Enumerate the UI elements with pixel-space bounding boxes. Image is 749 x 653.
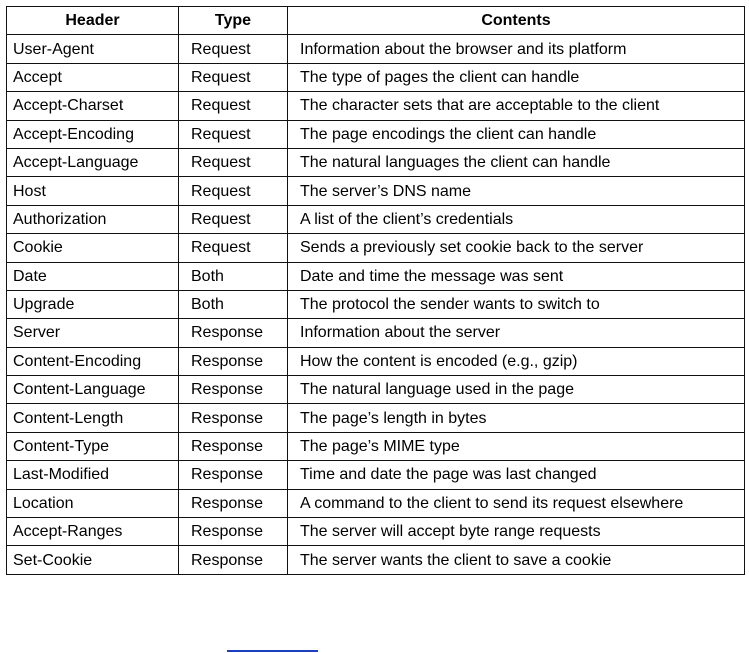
table-row bbox=[7, 347, 745, 375]
cell-type: Response bbox=[179, 376, 288, 404]
table-row bbox=[7, 432, 745, 460]
cell-header: Server bbox=[7, 319, 179, 347]
table-row bbox=[7, 290, 745, 318]
cell-type: Request bbox=[179, 205, 288, 233]
cell-contents: A list of the client’s credentials bbox=[288, 205, 745, 233]
column-header-header: Header bbox=[7, 7, 179, 35]
cell-header: Accept-Encoding bbox=[7, 120, 179, 148]
cell-type: Both bbox=[179, 290, 288, 318]
cell-contents: The server wants the client to save a cookie bbox=[288, 546, 745, 574]
cell-type: Request bbox=[179, 177, 288, 205]
cell-header: Content-Type bbox=[7, 432, 179, 460]
cell-type: Both bbox=[179, 262, 288, 290]
cell-contents: The page’s MIME type bbox=[288, 432, 745, 460]
column-header-type: Type bbox=[179, 7, 288, 35]
cell-header: Last-Modified bbox=[7, 461, 179, 489]
cell-type: Request bbox=[179, 148, 288, 176]
cell-header: Authorization bbox=[7, 205, 179, 233]
cell-header: Content-Length bbox=[7, 404, 179, 432]
cell-contents: How the content is encoded (e.g., gzip) bbox=[288, 347, 745, 375]
table-row bbox=[7, 63, 745, 91]
cell-contents: The server’s DNS name bbox=[288, 177, 745, 205]
table-row bbox=[7, 461, 745, 489]
cell-type: Response bbox=[179, 461, 288, 489]
http-headers-table bbox=[6, 6, 745, 575]
table-row bbox=[7, 120, 745, 148]
cell-contents: The page’s length in bytes bbox=[288, 404, 745, 432]
table-row bbox=[7, 35, 745, 63]
cell-type: Request bbox=[179, 92, 288, 120]
table-row bbox=[7, 376, 745, 404]
cell-header: Upgrade bbox=[7, 290, 179, 318]
cell-contents: The character sets that are acceptable to the client bbox=[288, 92, 745, 120]
cell-header: Host bbox=[7, 177, 179, 205]
table-row bbox=[7, 262, 745, 290]
cell-contents: Date and time the message was sent bbox=[288, 262, 745, 290]
cell-header: Accept-Ranges bbox=[7, 518, 179, 546]
cell-type: Response bbox=[179, 489, 288, 517]
cell-header: User-Agent bbox=[7, 35, 179, 63]
cell-type: Request bbox=[179, 63, 288, 91]
cell-header: Date bbox=[7, 262, 179, 290]
http-headers-table-container bbox=[6, 6, 744, 575]
cell-type: Response bbox=[179, 347, 288, 375]
table-row bbox=[7, 518, 745, 546]
table-row bbox=[7, 404, 745, 432]
cell-header: Location bbox=[7, 489, 179, 517]
cell-contents: The natural language used in the page bbox=[288, 376, 745, 404]
cell-type: Response bbox=[179, 546, 288, 574]
column-header-contents: Contents bbox=[288, 7, 745, 35]
cell-contents: A command to the client to send its request elsewhere bbox=[288, 489, 745, 517]
table-row bbox=[7, 92, 745, 120]
cell-header: Cookie bbox=[7, 234, 179, 262]
cell-header: Accept-Language bbox=[7, 148, 179, 176]
cell-type: Response bbox=[179, 319, 288, 347]
cell-header: Accept bbox=[7, 63, 179, 91]
table-header-row bbox=[7, 7, 745, 35]
table-row bbox=[7, 234, 745, 262]
cell-contents: Information about the server bbox=[288, 319, 745, 347]
table-row bbox=[7, 205, 745, 233]
cell-type: Response bbox=[179, 518, 288, 546]
table-row bbox=[7, 319, 745, 347]
cell-contents: Sends a previously set cookie back to the server bbox=[288, 234, 745, 262]
table-row bbox=[7, 489, 745, 517]
cell-header: Accept-Charset bbox=[7, 92, 179, 120]
cell-contents: Information about the browser and its platform bbox=[288, 35, 745, 63]
cell-type: Request bbox=[179, 35, 288, 63]
cell-contents: The page encodings the client can handle bbox=[288, 120, 745, 148]
cell-type: Response bbox=[179, 432, 288, 460]
table-row bbox=[7, 148, 745, 176]
cell-header: Content-Encoding bbox=[7, 347, 179, 375]
cell-type: Request bbox=[179, 120, 288, 148]
cell-contents: Time and date the page was last changed bbox=[288, 461, 745, 489]
cell-contents: The protocol the sender wants to switch to bbox=[288, 290, 745, 318]
table-row bbox=[7, 177, 745, 205]
cell-contents: The server will accept byte range requests bbox=[288, 518, 745, 546]
cell-contents: The natural languages the client can handle bbox=[288, 148, 745, 176]
table-body bbox=[7, 35, 745, 574]
cell-header: Set-Cookie bbox=[7, 546, 179, 574]
cell-type: Response bbox=[179, 404, 288, 432]
cell-header: Content-Language bbox=[7, 376, 179, 404]
table-row bbox=[7, 546, 745, 574]
cell-type: Request bbox=[179, 234, 288, 262]
link-underline[interactable] bbox=[227, 650, 318, 652]
cell-contents: The type of pages the client can handle bbox=[288, 63, 745, 91]
